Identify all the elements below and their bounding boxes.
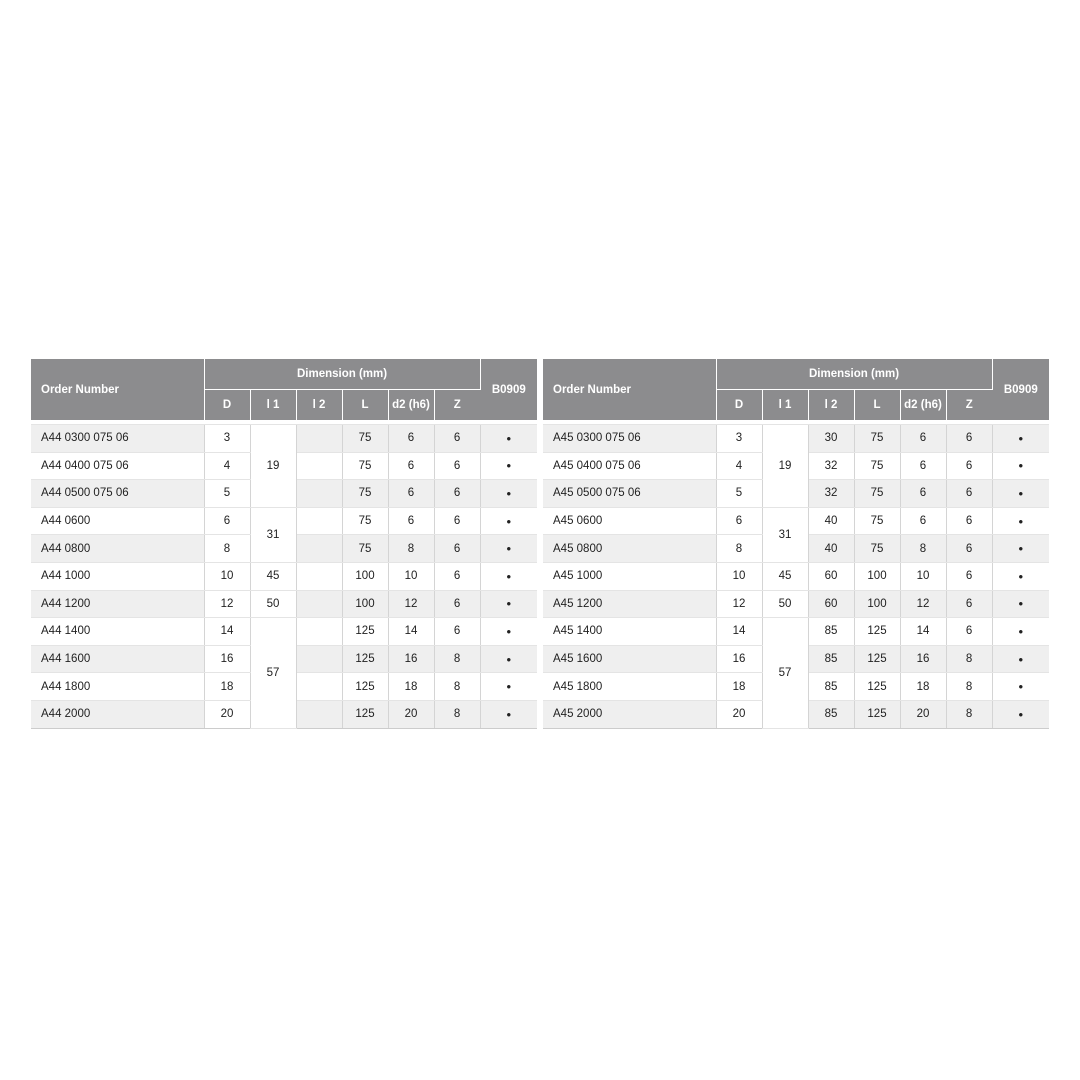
l2-value: [296, 425, 342, 453]
l2-value: 40: [808, 507, 854, 535]
l1-value: 31: [762, 507, 808, 562]
col-header-d2: d2 (h6): [388, 390, 434, 421]
length-value: 75: [342, 507, 388, 535]
dimension-group-header: Dimension (mm): [204, 359, 480, 390]
order-number: A44 0400 075 06: [31, 452, 204, 480]
availability-dot: •: [992, 480, 1049, 508]
availability-dot: •: [480, 673, 537, 701]
l2-value: [296, 618, 342, 646]
z-value: 6: [946, 618, 992, 646]
z-value: 8: [946, 700, 992, 728]
availability-dot: •: [480, 590, 537, 618]
availability-dot: •: [480, 452, 537, 480]
table-row: [31, 425, 537, 453]
d2-value: 6: [388, 480, 434, 508]
z-value: 6: [946, 535, 992, 563]
l2-value: 32: [808, 452, 854, 480]
l2-value: [296, 535, 342, 563]
availability-dot: •: [480, 425, 537, 453]
diameter-value: 12: [204, 590, 250, 618]
diameter-value: 18: [716, 673, 762, 701]
table-row: [31, 618, 537, 646]
d2-value: 18: [900, 673, 946, 701]
product-table-a45: [543, 359, 1049, 729]
length-value: 125: [854, 673, 900, 701]
l2-value: [296, 645, 342, 673]
order-number: A45 0300 075 06: [543, 425, 716, 453]
col-header-d: D: [204, 390, 250, 421]
l2-value: 85: [808, 700, 854, 728]
z-value: 8: [434, 645, 480, 673]
l1-value: 45: [250, 562, 296, 590]
z-value: 6: [434, 618, 480, 646]
availability-dot: •: [992, 535, 1049, 563]
order-number: A44 1800: [31, 673, 204, 701]
order-number: A45 1400: [543, 618, 716, 646]
availability-dot: •: [992, 645, 1049, 673]
col-header-length: L: [342, 390, 388, 421]
table-row: [543, 590, 1049, 618]
diameter-value: 5: [204, 480, 250, 508]
length-value: 75: [854, 452, 900, 480]
diameter-value: 6: [204, 507, 250, 535]
d2-value: 12: [900, 590, 946, 618]
availability-dot: •: [992, 562, 1049, 590]
length-value: 100: [854, 562, 900, 590]
length-value: 75: [854, 535, 900, 563]
availability-dot: •: [992, 590, 1049, 618]
d2-value: 16: [900, 645, 946, 673]
z-value: 8: [434, 700, 480, 728]
l2-value: 85: [808, 645, 854, 673]
diameter-value: 18: [204, 673, 250, 701]
l1-value: 31: [250, 507, 296, 562]
order-number: A44 1400: [31, 618, 204, 646]
diameter-value: 4: [716, 452, 762, 480]
order-number: A45 0600: [543, 507, 716, 535]
l1-value: 50: [762, 590, 808, 618]
l1-value: 19: [762, 425, 808, 508]
availability-dot: •: [992, 452, 1049, 480]
availability-dot: •: [992, 673, 1049, 701]
length-value: 75: [342, 480, 388, 508]
order-number-header: Order Number: [543, 359, 716, 421]
z-value: 6: [434, 452, 480, 480]
table-row: [31, 590, 537, 618]
d2-value: 20: [388, 700, 434, 728]
diameter-value: 8: [204, 535, 250, 563]
diameter-value: 3: [204, 425, 250, 453]
diameter-value: 16: [204, 645, 250, 673]
l2-value: [296, 452, 342, 480]
col-header-l2: l 2: [296, 390, 342, 421]
availability-dot: •: [480, 480, 537, 508]
z-value: 8: [946, 673, 992, 701]
d2-value: 10: [388, 562, 434, 590]
order-number: A44 0600: [31, 507, 204, 535]
col-header-z: Z: [434, 390, 480, 421]
length-value: 100: [342, 590, 388, 618]
z-value: 6: [946, 590, 992, 618]
product-table-a44: [31, 359, 537, 729]
l1-value: 50: [250, 590, 296, 618]
col-header-d2: d2 (h6): [900, 390, 946, 421]
l2-value: 40: [808, 535, 854, 563]
order-number: A44 0500 075 06: [31, 480, 204, 508]
dimension-group-header: Dimension (mm): [716, 359, 992, 390]
diameter-value: 4: [204, 452, 250, 480]
diameter-value: 8: [716, 535, 762, 563]
availability-dot: •: [992, 700, 1049, 728]
diameter-value: 5: [716, 480, 762, 508]
col-header-l1: l 1: [250, 390, 296, 421]
d2-value: 14: [388, 618, 434, 646]
d2-value: 6: [900, 480, 946, 508]
availability-dot: •: [992, 618, 1049, 646]
order-number: A45 2000: [543, 700, 716, 728]
z-value: 6: [434, 425, 480, 453]
d2-value: 8: [388, 535, 434, 563]
d2-value: 6: [388, 425, 434, 453]
z-value: 6: [946, 480, 992, 508]
l2-value: [296, 507, 342, 535]
z-value: 8: [946, 645, 992, 673]
diameter-value: 10: [716, 562, 762, 590]
diameter-value: 14: [204, 618, 250, 646]
z-value: 6: [946, 507, 992, 535]
order-number: A45 1800: [543, 673, 716, 701]
availability-dot: •: [480, 562, 537, 590]
table-row: [31, 507, 537, 535]
l2-value: 30: [808, 425, 854, 453]
length-value: 125: [854, 700, 900, 728]
diameter-value: 10: [204, 562, 250, 590]
z-value: 6: [434, 480, 480, 508]
d2-value: 16: [388, 645, 434, 673]
length-value: 125: [342, 700, 388, 728]
d2-value: 6: [900, 507, 946, 535]
order-number: A45 0800: [543, 535, 716, 563]
l2-value: [296, 480, 342, 508]
availability-dot: •: [480, 645, 537, 673]
l1-value: 57: [762, 618, 808, 728]
diameter-value: 20: [204, 700, 250, 728]
length-value: 75: [342, 452, 388, 480]
length-value: 125: [854, 618, 900, 646]
availability-dot: •: [480, 535, 537, 563]
order-number: A44 0800: [31, 535, 204, 563]
z-value: 6: [434, 590, 480, 618]
order-number: A44 1200: [31, 590, 204, 618]
z-value: 6: [946, 425, 992, 453]
d2-value: 12: [388, 590, 434, 618]
availability-dot: •: [480, 700, 537, 728]
availability-dot: •: [480, 507, 537, 535]
order-number: A44 1600: [31, 645, 204, 673]
table-row: [543, 425, 1049, 453]
availability-dot: •: [480, 618, 537, 646]
order-number: A45 0400 075 06: [543, 452, 716, 480]
z-value: 6: [946, 562, 992, 590]
order-number-header: Order Number: [31, 359, 204, 421]
col-header-d: D: [716, 390, 762, 421]
diameter-value: 14: [716, 618, 762, 646]
l1-value: 19: [250, 425, 296, 508]
length-value: 75: [342, 425, 388, 453]
l2-value: 60: [808, 562, 854, 590]
diameter-value: 16: [716, 645, 762, 673]
z-value: 6: [434, 507, 480, 535]
z-value: 6: [434, 562, 480, 590]
col-header-l2: l 2: [808, 390, 854, 421]
availability-header: B0909: [480, 359, 537, 421]
table-row: [543, 618, 1049, 646]
col-header-z: Z: [946, 390, 992, 421]
col-header-l1: l 1: [762, 390, 808, 421]
diameter-value: 20: [716, 700, 762, 728]
order-number: A44 1000: [31, 562, 204, 590]
d2-value: 6: [900, 452, 946, 480]
order-number: A45 1000: [543, 562, 716, 590]
diameter-value: 3: [716, 425, 762, 453]
availability-dot: •: [992, 425, 1049, 453]
z-value: 6: [946, 452, 992, 480]
z-value: 6: [434, 535, 480, 563]
table-row: [543, 562, 1049, 590]
d2-value: 20: [900, 700, 946, 728]
l2-value: 85: [808, 673, 854, 701]
d2-value: 6: [900, 425, 946, 453]
length-value: 125: [854, 645, 900, 673]
length-value: 100: [854, 590, 900, 618]
length-value: 75: [342, 535, 388, 563]
order-number: A45 0500 075 06: [543, 480, 716, 508]
l2-value: [296, 673, 342, 701]
order-number: A44 0300 075 06: [31, 425, 204, 453]
order-number: A45 1600: [543, 645, 716, 673]
length-value: 100: [342, 562, 388, 590]
length-value: 75: [854, 507, 900, 535]
l1-value: 57: [250, 618, 296, 728]
d2-value: 6: [388, 452, 434, 480]
length-value: 125: [342, 645, 388, 673]
diameter-value: 12: [716, 590, 762, 618]
l2-value: 85: [808, 618, 854, 646]
d2-value: 6: [388, 507, 434, 535]
length-value: 75: [854, 480, 900, 508]
length-value: 125: [342, 618, 388, 646]
order-number: A45 1200: [543, 590, 716, 618]
z-value: 8: [434, 673, 480, 701]
length-value: 75: [854, 425, 900, 453]
l2-value: 60: [808, 590, 854, 618]
table-row: [31, 562, 537, 590]
table-row: [543, 507, 1049, 535]
d2-value: 18: [388, 673, 434, 701]
l1-value: 45: [762, 562, 808, 590]
length-value: 125: [342, 673, 388, 701]
l2-value: [296, 700, 342, 728]
order-number: A44 2000: [31, 700, 204, 728]
l2-value: [296, 590, 342, 618]
d2-value: 14: [900, 618, 946, 646]
l2-value: 32: [808, 480, 854, 508]
l2-value: [296, 562, 342, 590]
diameter-value: 6: [716, 507, 762, 535]
col-header-length: L: [854, 390, 900, 421]
availability-dot: •: [992, 507, 1049, 535]
d2-value: 10: [900, 562, 946, 590]
availability-header: B0909: [992, 359, 1049, 421]
d2-value: 8: [900, 535, 946, 563]
